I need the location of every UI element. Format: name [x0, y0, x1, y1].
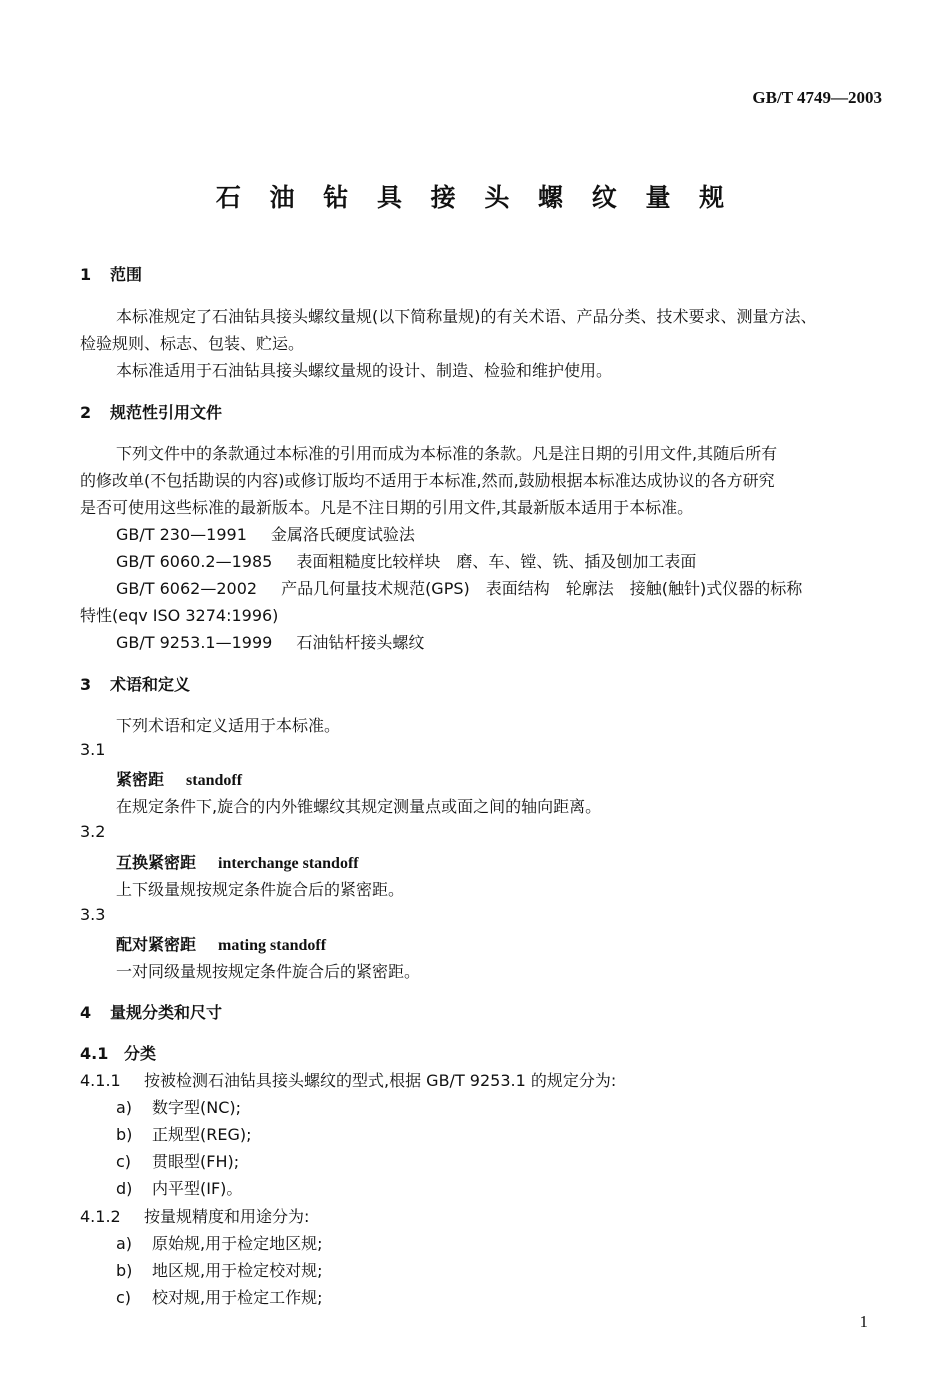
term-name: 配对紧密距 mating standoff: [116, 935, 327, 954]
term-name: 互换紧密距 interchange standoff: [116, 853, 359, 872]
document-title: 石 油 钻 具 接 头 螺 纹 量 规: [215, 183, 735, 212]
subsection-4-1-heading: 4.1 分类: [80, 1044, 157, 1063]
reference-item: GB/T 9253.1—1999 石油钻杆接头螺纹: [116, 633, 425, 652]
list-item: a) 数字型(NC);: [116, 1098, 242, 1117]
standard-number: GB/T 4749—2003: [752, 88, 882, 107]
section-2-para-1: 下列文件中的条款通过本标准的引用而成为本标准的条款。凡是注日期的引用文件,其随后所有: [116, 444, 778, 463]
list-item: b) 正规型(REG);: [116, 1125, 252, 1144]
reference-item: GB/T 6062—2002 产品几何量技术规范(GPS) 表面结构 轮廓法 接触(触针)式仪器的标称: [116, 579, 803, 598]
term-name: 紧密距 standoff: [116, 770, 243, 789]
clause-4-1-1: 4.1.1 按被检测石油钻具接头螺纹的型式,根据 GB/T 9253.1 的规定分为:: [80, 1071, 617, 1090]
section-1-para-1-cont: 检验规则、标志、包装、贮运。: [80, 334, 305, 353]
section-3-intro: 下列术语和定义适用于本标准。: [116, 716, 341, 735]
term-number: 3.1: [80, 740, 106, 759]
section-2-para-1-cont: 是否可使用这些标准的最新版本。凡是不注日期的引用文件,其最新版本适用于本标准。: [80, 498, 694, 517]
section-2-para-1-cont: 的修改单(不包括勘误的内容)或修订版均不适用于本标准,然而,鼓励根据本标准达成协议的各方研究: [80, 471, 775, 490]
section-1-para-1: 本标准规定了石油钻具接头螺纹量规(以下简称量规)的有关术语、产品分类、技术要求、测量方法、: [116, 307, 817, 326]
list-item: c) 校对规,用于检定工作规;: [116, 1288, 323, 1307]
list-item: b) 地区规,用于检定校对规;: [116, 1261, 323, 1280]
term-definition: 一对同级量规按规定条件旋合后的紧密距。: [116, 962, 421, 981]
list-item: c) 贯眼型(FH);: [116, 1152, 240, 1171]
section-1-para-2: 本标准适用于石油钻具接头螺纹量规的设计、制造、检验和维护使用。: [116, 361, 613, 380]
reference-item: GB/T 6060.2—1985 表面粗糙度比较样块 磨、车、镗、铣、插及刨加工表面: [116, 552, 697, 571]
list-item: a) 原始规,用于检定地区规;: [116, 1234, 323, 1253]
section-2-heading: 2 规范性引用文件: [80, 403, 223, 422]
page-number: 1: [859, 1312, 868, 1331]
section-1-heading: 1 范围: [80, 265, 143, 284]
term-definition: 上下级量规按规定条件旋合后的紧密距。: [116, 880, 405, 899]
term-number: 3.2: [80, 822, 106, 841]
list-item: d) 内平型(IF)。: [116, 1179, 243, 1198]
clause-4-1-2: 4.1.2 按量规精度和用途分为:: [80, 1207, 310, 1226]
section-4-heading: 4 量规分类和尺寸: [80, 1003, 223, 1022]
reference-item: GB/T 230—1991 金属洛氏硬度试验法: [116, 525, 415, 544]
section-3-heading: 3 术语和定义: [80, 675, 191, 694]
term-number: 3.3: [80, 905, 106, 924]
term-definition: 在规定条件下,旋合的内外锥螺纹其规定测量点或面之间的轴向距离。: [116, 797, 602, 816]
reference-item-cont: 特性(eqv ISO 3274:1996): [80, 606, 279, 625]
